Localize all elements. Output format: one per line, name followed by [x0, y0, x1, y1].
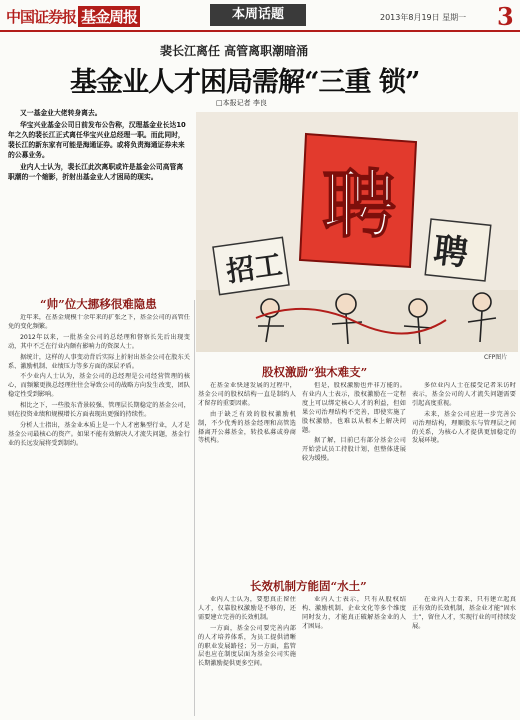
illustration-art [196, 112, 518, 352]
masthead [0, 0, 520, 32]
photo-credit: CFP图片 [484, 354, 508, 361]
column-2 [198, 382, 296, 572]
para: 据统计，这样的人事变动背后实际上折射出基金公司在股东关系、激励机制、业绩压力等多方面的深层矛盾。 [8, 353, 190, 370]
lead-paragraphs [8, 108, 188, 268]
para: 据了解，目前已有部分基金公司开始尝试员工持股计划，但整体进展较为缓慢。 [302, 437, 406, 463]
issue-date: 2013年8月19日 星期一 [380, 13, 467, 22]
column-3 [302, 382, 406, 572]
supplement-brand: 基金周报 [78, 6, 140, 27]
para: 业内人士表示，只有从股权结构、激励机制、企业文化等多个维度同时发力，才能真正破解基金业的人才困局。 [302, 596, 406, 630]
subhead-2: 股权激励“独木难支” [262, 365, 368, 379]
subhead-1: “帅”位大挪移很难隐患 [40, 297, 157, 311]
para: 但是，股权激励也并非万能的。有业内人士表示，股权激励在一定程度上可以绑定核心人才的利益，但如果公司治理结构不完善，即使实施了股权激励，也难以从根本上解决问题。 [302, 382, 406, 434]
para: 2012年以来，一批基金公司的总经理和督察长先后出现变动，其中不乏在行业内颇有影响力的资深人士。 [8, 333, 190, 350]
para: 分析人士指出，基金业本质上是一个人才密集型行业，人才是基金公司最核心的资产。如果不能有效解决人才流失问题，基金行业的长远发展将受到制约。 [8, 421, 190, 447]
byline: □本报记者 李良 [216, 99, 267, 107]
section-tag: 本周话题 [210, 4, 306, 26]
sign-main-text: 聘 [322, 162, 396, 248]
subhead-3: 长效机制方能固“水土” [250, 579, 367, 593]
kicker: 裴长江离任 高管离职潮暗涌 [160, 44, 309, 58]
column-rule [194, 300, 195, 716]
para: 相比之下，一些股东背景较强、管理层长期稳定的基金公司，则在投资业绩和规模增长方面表现出更强的持续性。 [8, 402, 190, 419]
para: 在基金业快速发展的过程中，基金公司的股权结构一直是制约人才留存的重要因素。 [198, 382, 296, 407]
column-4 [412, 382, 516, 572]
para: 近年来，在基金规模十余年来的扩张之下，基金公司的高管任免的变化频繁。 [8, 314, 190, 330]
newspaper-brand: 中国证券报 基金周报 [6, 6, 140, 27]
lead-p: 又一基金业大佬转身离去。 [20, 109, 102, 117]
page-number: 3 [497, 2, 514, 31]
para: 未来，基金公司应进一步完善公司治理结构，理顺股东与管理层之间的关系，为核心人才提供更加稳定的发展环境。 [412, 410, 516, 445]
recruitment-illustration [196, 112, 518, 352]
para: 多位业内人士在接受记者采访时表示，基金公司的人才流失问题需要引起高度重视。 [412, 382, 516, 407]
column-1 [8, 314, 190, 716]
sign-right-text: 聘 [431, 230, 470, 274]
para: 业内人士认为，要想真正留住人才，仅靠股权激励是不够的，还需要建立完善的长效机制。 [198, 596, 296, 621]
para: 由于缺乏有效的股权激励机制，不少优秀的基金经理和高管选择离开公募基金，转投私募或券商等机构。 [198, 410, 296, 445]
sign-left-text: 招工 [224, 247, 285, 289]
column-3b [302, 596, 406, 716]
column-4b [412, 596, 516, 716]
column-2b [198, 596, 296, 716]
para: 在业内人士看来，只有建立起真正有效的长效机制，基金业才能“固水土”，留住人才，实现行业的可持续发展。 [412, 596, 516, 630]
para: 一方面，基金公司要完善内部的人才培养体系，为员工提供清晰的职业发展路径；另一方面，监管层也应在制度层面为基金公司实施长期激励提供更多空间。 [198, 624, 296, 668]
lead-p: 华宝兴业基金公司日前发布公告称，汉理基金业长达10年之久的裴长江正式离任华宝兴业总经理一职。而此同时，裴长江的新东家有可能是海通证券。或将负责海通证券未来的公募业务。 [8, 121, 186, 159]
lead-p: 业内人士认为，裴长江此次离职或许是基金公司高管离职潮的一个缩影，折射出基金业人才困局的现实。 [8, 163, 184, 181]
headline: 基金业人才困局需解“三重 锁” [70, 67, 420, 98]
para: 不少业内人士认为，基金公司的总经理是公司经营管理的核心，而频繁更换总经理往往会导致公司的战略方向发生改变，团队稳定性受到影响。 [8, 373, 190, 399]
